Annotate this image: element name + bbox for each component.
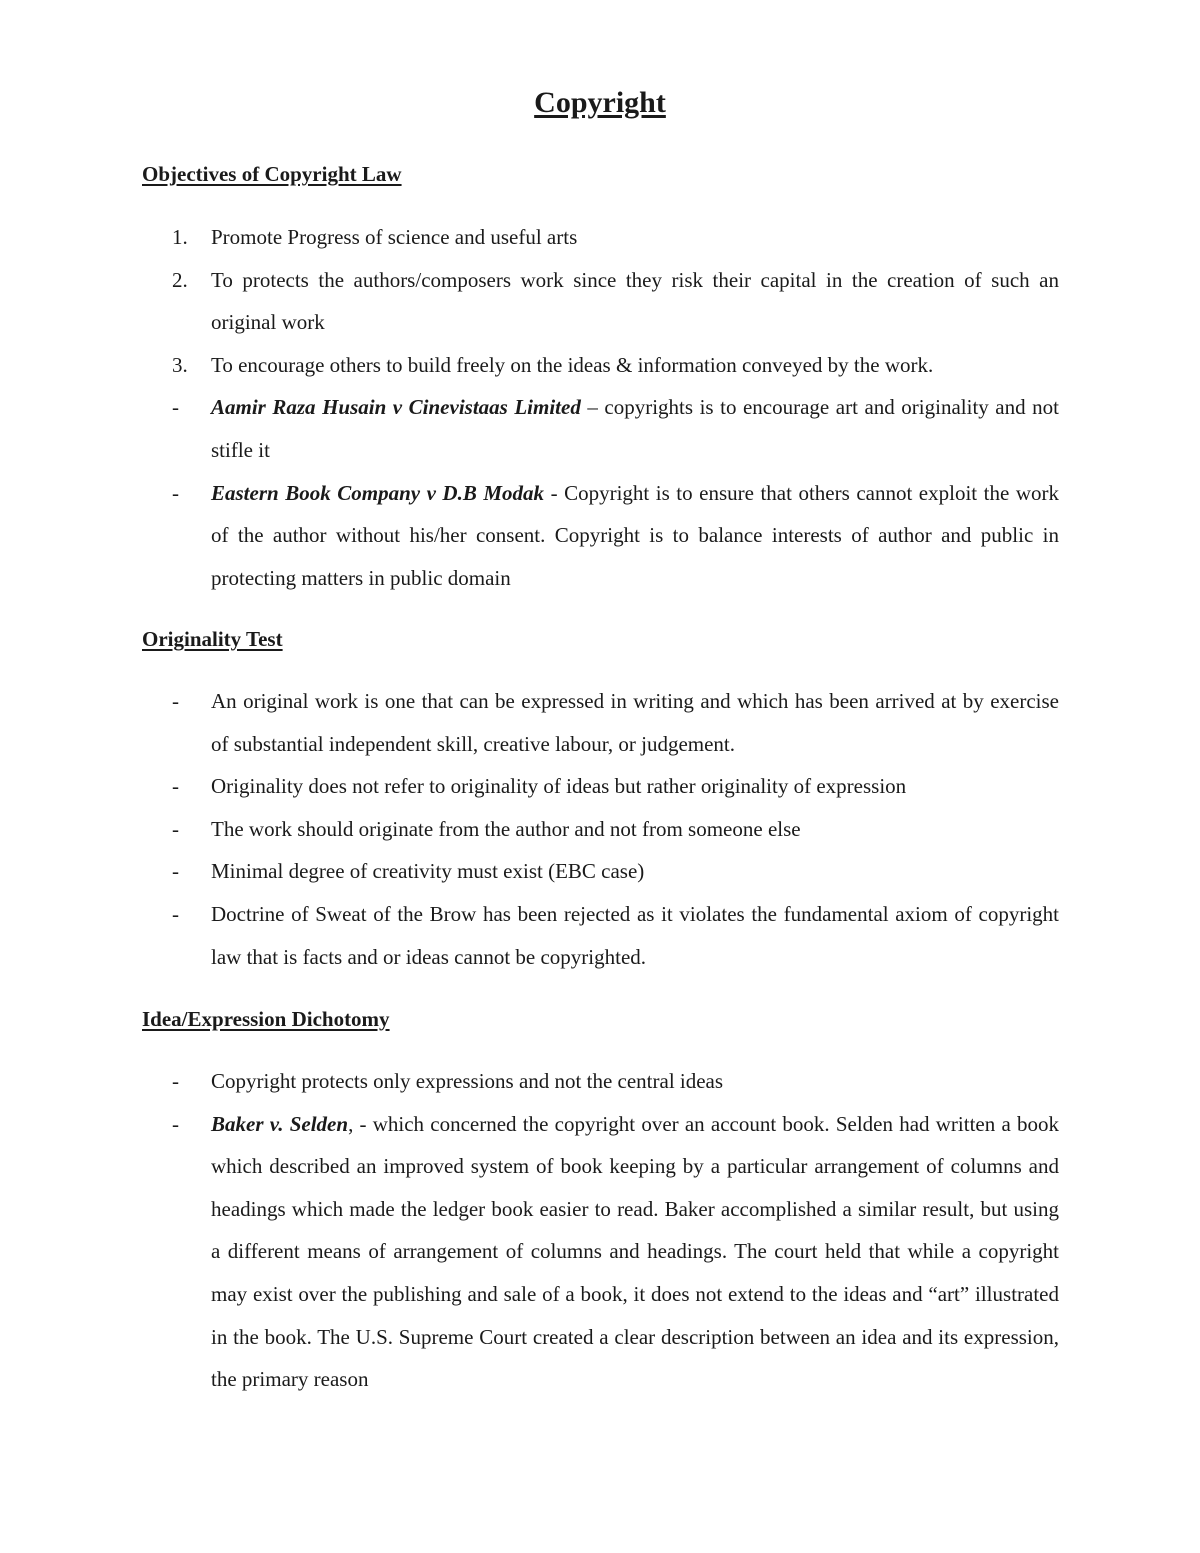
item-text: – copyrights is to encourage art and originality and not stifle it (211, 395, 1059, 462)
list-marker: - (172, 1111, 179, 1136)
list-marker: 3. (172, 352, 188, 377)
list-item (0, 850, 1059, 893)
case-name: Aamir Raza Husain v Cinevistaas Limited (211, 395, 581, 420)
list-marker: - (172, 689, 179, 713)
section-heading-objectives: Objectives of Copyright Law (142, 162, 402, 186)
list-marker: - (172, 859, 179, 884)
item-text: To encourage others to build freely on the ideas & information conveyed by the work. (211, 352, 934, 377)
item-text: , - which concerned the copyright over an account book. Selden had written a book which described an improved system of book keeping by a particular arrangement of columns and headings which made the ledger book easier to read. Baker accomplished a similar result, but using a different means of arrangement of columns and headings. The court held that while a copyright may exist over the publishing and sale of a book, it does not extend to the ideas and “art” illustrated in the book. The U.S. Supreme Court created a clear description between an idea and its expression, the primary reason (211, 1111, 1059, 1392)
list-item (0, 472, 1059, 600)
objectives-list (0, 216, 1200, 599)
item-text: - Copyright is to ensure that others cannot exploit the work of the author without his/her consent. Copyright is to balance interests of author and public in protecting matters in public domain (211, 480, 1059, 590)
item-text: The work should originate from the author and not from someone else (211, 816, 801, 841)
list-marker: - (172, 816, 179, 841)
list-item (0, 1060, 1059, 1103)
list-item (0, 808, 1059, 851)
item-text: Minimal degree of creativity must exist (EBC case) (211, 859, 645, 884)
section-heading-idea-expression: Idea/Expression Dichotomy (142, 1007, 390, 1031)
item-text: Doctrine of Sweat of the Brow has been rejected as it violates the fundamental axiom of copyright law that is facts and or ideas cannot be copyrighted. (211, 901, 1059, 969)
list-item (0, 765, 1059, 808)
originality-list (0, 680, 1200, 978)
idea-expression-list (0, 1060, 1200, 1401)
list-marker: - (172, 1069, 179, 1093)
list-marker: 1. (172, 225, 188, 249)
section-heading-originality: Originality Test (142, 627, 283, 651)
list-marker: - (172, 480, 179, 505)
item-text: Originality does not refer to originality of ideas but rather originality of expression (211, 774, 907, 799)
case-name: Baker v. Selden (211, 1111, 349, 1136)
list-item (0, 216, 1059, 259)
item-text: To protects the authors/composers work since they risk their capital in the creation of such an original work (211, 267, 1059, 335)
list-item (0, 893, 1059, 978)
list-item (0, 386, 1059, 471)
list-item (0, 680, 1059, 765)
list-item (0, 259, 1059, 344)
item-text: Promote Progress of science and useful arts (211, 225, 578, 249)
list-marker: - (172, 395, 179, 420)
item-text: Copyright protects only expressions and not the central ideas (211, 1069, 724, 1093)
list-marker: - (172, 774, 179, 799)
item-text: An original work is one that can be expressed in writing and which has been arrived at by exercise of substantial independent skill, creative labour, or judgement. (211, 689, 1059, 756)
list-item (0, 1103, 1059, 1401)
document-title: Copyright (534, 86, 666, 119)
list-marker: - (172, 901, 179, 926)
list-item (0, 344, 1059, 387)
case-name: Eastern Book Company v D.B Modak (211, 480, 545, 505)
list-marker: 2. (172, 267, 188, 292)
